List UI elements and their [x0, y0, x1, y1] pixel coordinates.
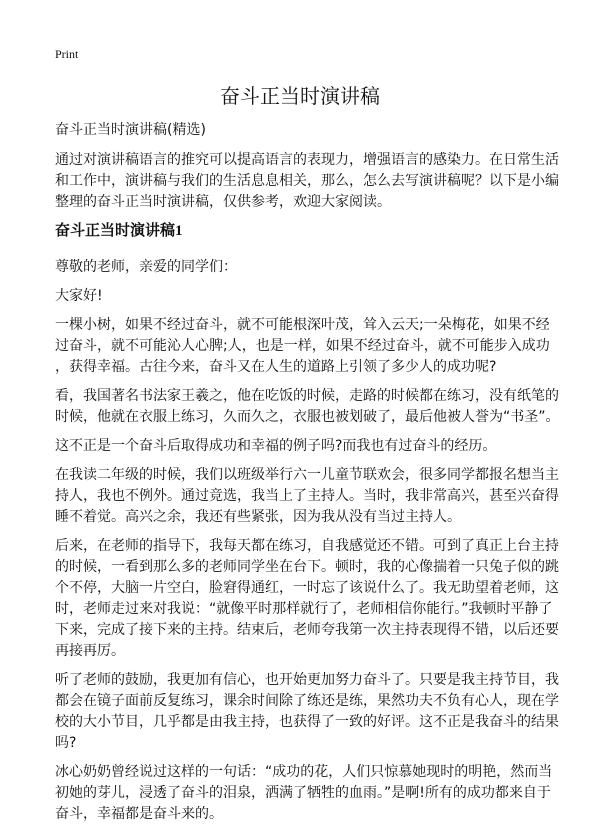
text-line: 持人，我也不例外。通过竞选，我当上了主持人。当时，我非常高兴，甚至兴奋得 [55, 488, 559, 504]
text-line: 的时候，一看到那么多的老师同学坐在台下。顿时，我的心像揣着一只兔子似的跳 [55, 559, 559, 575]
text-line: 个不停，大脑一片空白，脸窘得通红，一时忘了该说什么了。我无助望着老师，这 [55, 580, 559, 596]
intro-paragraph [55, 150, 559, 213]
paragraph [55, 670, 559, 754]
text-line: 通过对演讲稿语言的推究可以提高语言的表现力，增强语言的感染力。在日常生活 [55, 152, 559, 168]
text-line: 再接再厉。 [55, 643, 125, 659]
text-line: 尊敬的老师，亲爱的同学们： [55, 259, 237, 275]
text-line: 过奋斗，就不可能沁人心脾;人，也是一样，如果不经过奋斗，就不可能步入成功 [55, 338, 550, 354]
text-line: 在我读二年级的时候，我们以班级举行六一儿童节联欢会，很多同学都报名想当主 [55, 467, 559, 483]
paragraph [55, 386, 560, 428]
text-line: 睡不着觉。高兴之余，我还有些紧张，因为我从没有当过主持人。 [55, 509, 461, 525]
text-line: 这不正是一个奋斗后取得成功和幸福的例子吗?而我也有过奋斗的经历。 [55, 438, 497, 454]
paragraph [55, 286, 555, 307]
paragraph [55, 315, 555, 378]
page-title: 奋斗正当时演讲稿 [220, 84, 380, 108]
text-line: 听了老师的鼓励，我更加有信心，也开始更加努力奋斗了。只要是我主持节目，我 [55, 672, 559, 688]
text-line: 下来，完成了接下来的主持。结束后，老师夸我第一次主持表现得不错，以后还要 [55, 622, 559, 638]
text-line: 时，老师走过来对我说：“就像平时那样就行了，老师相信你能行。”我顿时平静了 [55, 601, 553, 617]
text-line: 都会在镜子面前反复练习，课余时间除了练还是练，果然功夫不负有心人，现在学 [55, 693, 559, 709]
text-line: 吗? [55, 735, 77, 751]
text-line: 时候，他就在衣服上练习，久而久之，衣服也被划破了，最后他被人誉为“书圣”。 [55, 409, 560, 425]
paragraph [55, 465, 559, 528]
text-line: 后来，在老师的指导下，我每天都在练习，自我感觉还不错。可到了真正上台主持 [55, 538, 559, 554]
document-subtitle: 奋斗正当时演讲稿(精选) [55, 122, 206, 138]
text-line: 看，我国著名书法家王羲之，他在吃饭的时候，走路的时候都在练习，没有纸笔的 [55, 388, 559, 404]
text-line: 奋斗，幸福都是奋斗来的。 [55, 806, 223, 822]
text-line: 和工作中，演讲稿与我们的生活息息相关，那么，怎么去写演讲稿呢？以下是小编 [55, 173, 559, 189]
section-heading: 奋斗正当时演讲稿1 [55, 223, 183, 239]
text-line: 大家好! [55, 288, 103, 304]
paragraph [55, 536, 559, 662]
text-line: 冰心奶奶曾经说过这样的一句话：“成功的花，人们只惊慕她现时的明艳，然而当 [55, 764, 553, 780]
paragraph [55, 436, 555, 457]
paragraph [55, 762, 555, 825]
text-line: 整理的奋斗正当时演讲稿，仅供参考，欢迎大家阅读。 [55, 194, 391, 210]
text-line: ，获得幸福。古往今来，奋斗又在人生的道路上引领了多少人的成功呢? [55, 359, 497, 375]
print-link[interactable]: Print [55, 47, 79, 61]
text-line: 校的大小节目，几乎都是由我主持，也获得了一致的好评。这不正是我奋斗的结果 [55, 714, 559, 730]
document-body [55, 120, 560, 833]
text-line: 初她的芽儿，浸透了奋斗的泪泉，洒满了牺牲的血雨。”是啊!所有的成功都来自于 [55, 785, 551, 801]
paragraph [55, 257, 555, 278]
text-line: 一棵小树，如果不经过奋斗，就不可能根深叶茂，耸入云天;一朵梅花，如果不经 [55, 317, 550, 333]
